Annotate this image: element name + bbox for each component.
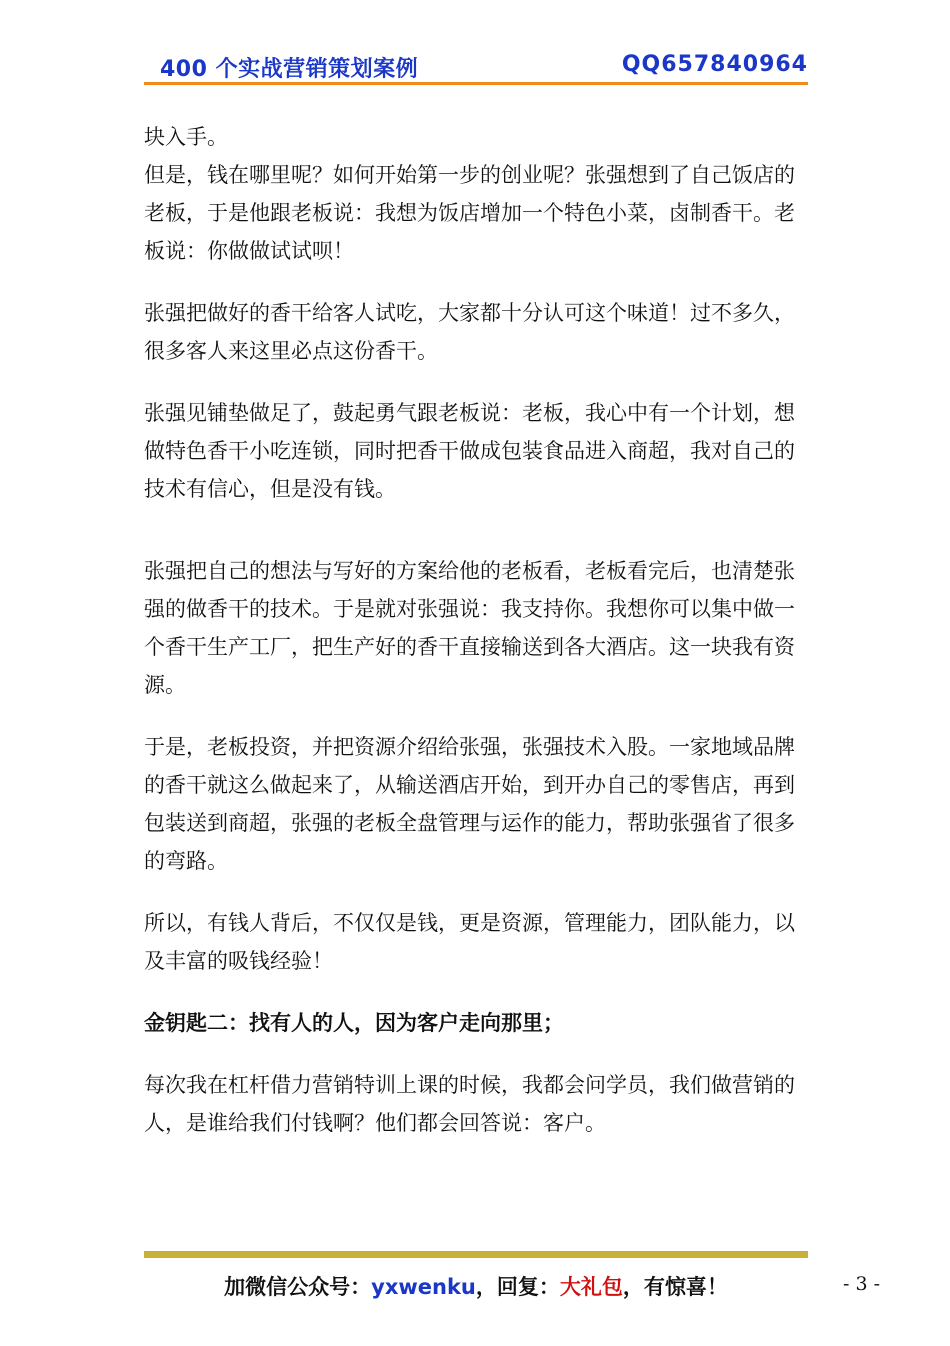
footer-account: yxwenku	[371, 1275, 476, 1299]
paragraph-training: 每次我在杠杆借力营销特训上课的时候，我都会问学员，我们做营销的人，是谁给我们付钱啊？他们都会回答说：客户。	[144, 1073, 795, 1135]
paragraph-investment: 于是，老板投资，并把资源介绍给张强，张强技术入股。一家地域品牌的香干就这么做起来了，从输送酒店开始，到开办自己的零售店，再到包装送到商超，张强的老板全盘管理与运作的能力，帮助张强省了很多的弯路。	[144, 735, 795, 873]
page-footer	[144, 1271, 808, 1301]
footer-suffix: ，有惊喜！	[622, 1275, 728, 1299]
header-divider	[144, 82, 808, 85]
paragraph-conclusion: 所以，有钱人背后，不仅仅是钱，更是资源，管理能力，团队能力，以及丰富的吸钱经验！	[144, 911, 795, 973]
page-number: - 3 -	[843, 1273, 881, 1295]
footer-middle: ，回复：	[475, 1275, 560, 1299]
paragraph-tasting: 张强把做好的香干给客人试吃，大家都十分认可这个味道！过不多久，很多客人来这里必点这份香干。	[144, 301, 795, 363]
section-heading: 金钥匙二：找有人的人，因为客户走向那里；	[144, 1011, 564, 1035]
header-title: 400 个实战营销策划案例	[160, 57, 419, 82]
document-body	[144, 118, 808, 1142]
page-header	[144, 52, 808, 82]
paragraph-plan: 张强见铺垫做足了，鼓起勇气跟老板说：老板，我心中有一个计划，想做特色香干小吃连锁，同时把香干做成包装食品进入商超，我对自己的技术有信心，但是没有钱。	[144, 401, 795, 501]
paragraph-money-question: 但是，钱在哪里呢？如何开始第一步的创业呢？张强想到了自己饭店的老板，于是他跟老板说：我想为饭店增加一个特色小菜，卤制香干。老板说：你做做试试呗！	[144, 163, 795, 263]
footer-divider	[144, 1251, 808, 1258]
paragraph-boss-support: 张强把自己的想法与写好的方案给他的老板看，老板看完后，也清楚张强的做香干的技术。于是就对张强说：我支持你。我想你可以集中做一个香干生产工厂，把生产好的香干直接输送到各大酒店。这一块我有资源。	[144, 559, 795, 697]
footer-gift: 大礼包	[559, 1275, 623, 1299]
header-qq: QQ657840964	[621, 52, 808, 77]
paragraph-continuation: 块入手。	[144, 125, 228, 149]
footer-prefix: 加微信公众号：	[224, 1275, 372, 1299]
